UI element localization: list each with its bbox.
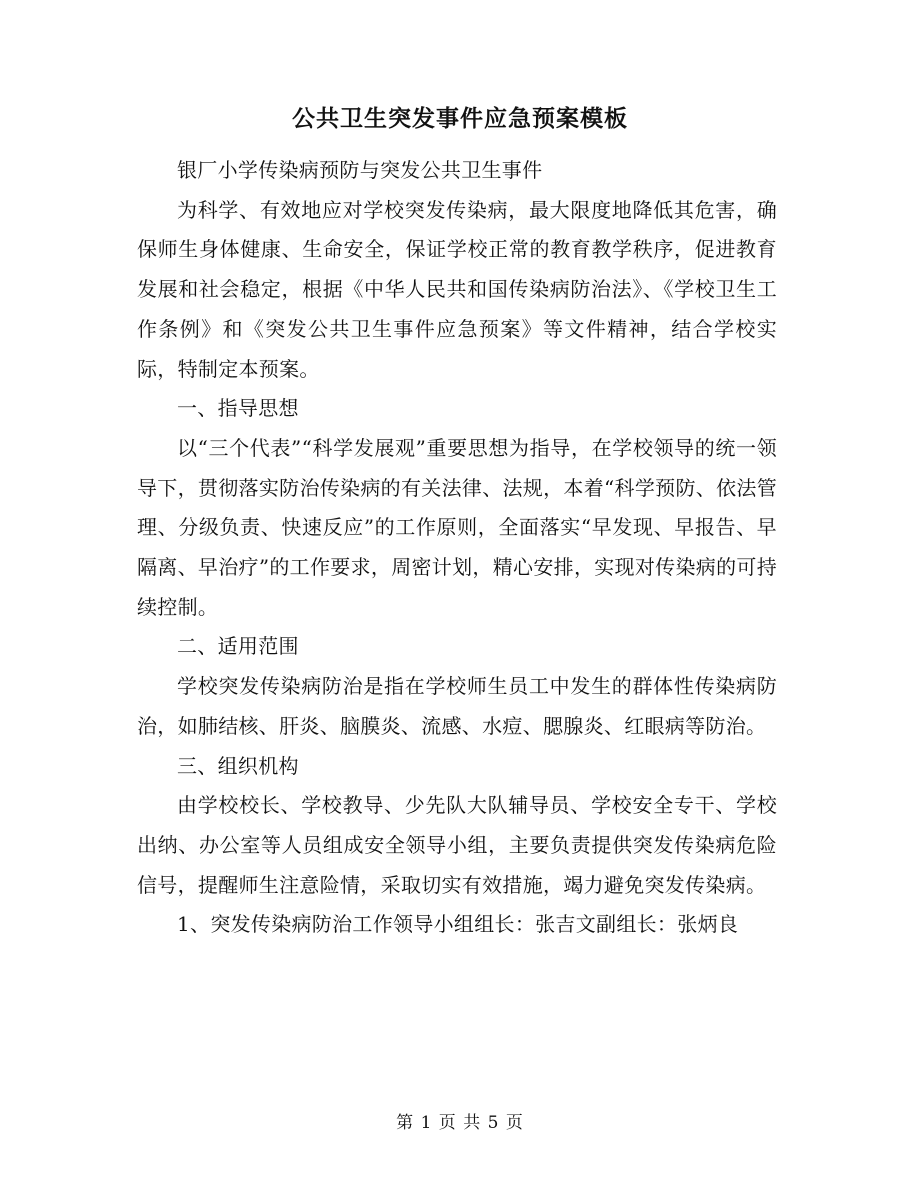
paragraph-guiding-ideology: 以“三个代表”“科学发展观”重要思想为指导，在学校领导的统一领导下，贯彻落实防治传染病的有关法律、法规，本着“科学预防、依法管理、分级负责、快速反应”的工作原则，全面落实“早发现、早报告、早隔离、早治疗”的工作要求，周密计划，精心安排，实现对传染病的可持续控制。 (137, 435, 777, 619)
paragraph-scope: 学校突发传染病防治是指在学校师生员工中发生的群体性传染病防治，如肺结核、肝炎、脑膜炎、流感、水痘、腮腺炎、红眼病等防治。 (137, 674, 777, 738)
paragraph-leadership-group: 1、突发传染病防治工作领导小组组长：张吉文副组长：张炳良 (177, 912, 739, 937)
paragraph-intro: 为科学、有效地应对学校突发传染病，最大限度地降低其危害，确保师生身体健康、生命安全，保证学校正常的教育教学秩序，促进教育发展和社会稳定，根据《中华人民共和国传染病防治法》、《学校卫生工作条例》和《突发公共卫生事件应急预案》等文件精神，结合学校实际，特制定本预案。 (137, 197, 777, 381)
section-heading-organization: 三、组织机构 (177, 753, 299, 778)
section-heading-guiding-ideology: 一、指导思想 (177, 396, 299, 421)
section-heading-scope: 二、适用范围 (177, 634, 299, 659)
paragraph-school-heading: 银厂小学传染病预防与突发公共卫生事件 (177, 158, 543, 182)
document-body (137, 151, 777, 945)
paragraph-organization: 由学校校长、学校教导、少先队大队辅导员、学校安全专干、学校出纳、办公室等人员组成安全领导小组，主要负责提供突发传染病危险信号，提醒师生注意险情，采取切实有效措施，竭力避免突发传染病。 (137, 793, 777, 897)
page-footer: 第 1 页 共 5 页 (396, 1113, 524, 1133)
document-title: 公共卫生突发事件应急预案模板 (292, 106, 628, 132)
